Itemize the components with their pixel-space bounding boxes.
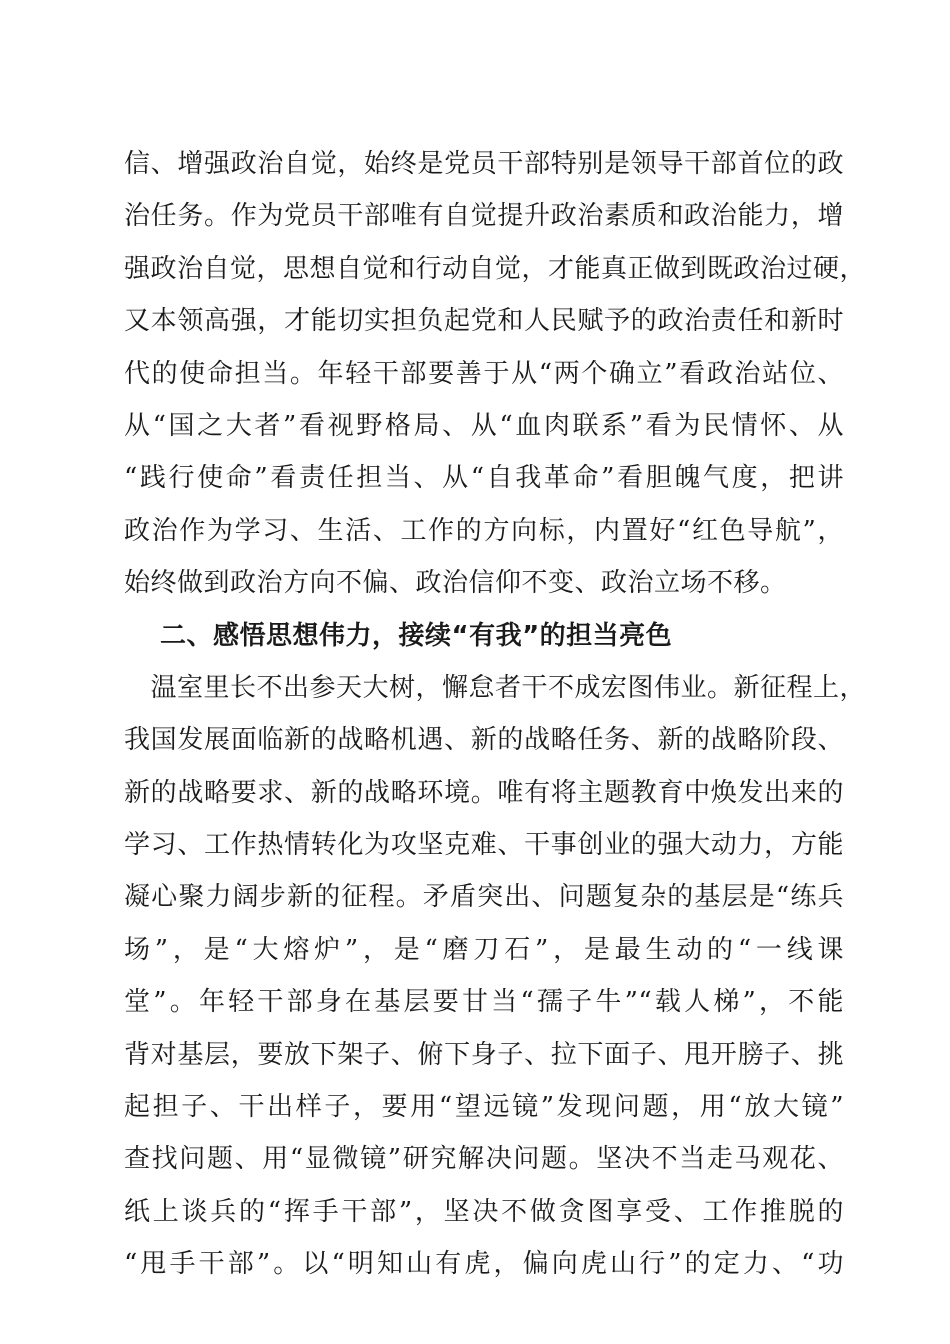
paragraph-line: 纸上谈兵的“挥手干部”，坚决不做贪图享受、工作推脱的 — [124, 1196, 844, 1227]
section-heading: 二、感悟思想伟力，接续“有我”的担当亮色 — [160, 620, 673, 651]
paragraph-line: 场”，是“大熔炉”，是“磨刀石”，是最生动的“一线课 — [124, 934, 844, 965]
paragraph-line: 信、增强政治自觉，始终是党员干部特别是领导干部首位的政 — [124, 149, 844, 179]
paragraph-line: 学习、工作热情转化为攻坚克难、干事创业的强大动力，方能 — [124, 830, 844, 861]
paragraph-line: 温室里长不出参天大树，懈怠者干不成宏图伟业。新征程上， — [124, 672, 867, 703]
paragraph-line: 我国发展面临新的战略机遇、新的战略任务、新的战略阶段、 — [124, 725, 844, 756]
paragraph-line: 始终做到政治方向不偏、政治信仰不变、政治立场不移。 — [124, 568, 787, 599]
paragraph-line: 背对基层，要放下架子、俯下身子、拉下面子、甩开膀子、挑 — [124, 1039, 844, 1070]
paragraph-line: “甩手干部”。以“明知山有虎，偏向虎山行”的定力、“功 — [124, 1249, 844, 1280]
paragraph-line: “践行使命”看责任担当、从“自我革命”看胆魄气度，把讲 — [124, 463, 844, 494]
paragraph-line: 强政治自觉，思想自觉和行动自觉，才能真正做到既政治过硬， — [124, 253, 867, 284]
paragraph-line: 治任务。作为党员干部唯有自觉提升政治素质和政治能力，增 — [124, 201, 844, 232]
paragraph-line: 又本领高强，才能切实担负起党和人民赋予的政治责任和新时 — [124, 306, 844, 337]
paragraph-line: 凝心聚力阔步新的征程。矛盾突出、问题复杂的基层是“练兵 — [124, 882, 844, 913]
document-body — [124, 138, 867, 1291]
paragraph-line: 代的使命担当。年轻干部要善于从“两个确立”看政治站位、 — [124, 358, 844, 389]
paragraph-line: 堂”。年轻干部身在基层要甘当“孺子牛”“载人梯”，不能 — [124, 987, 844, 1018]
paragraph-line: 从“国之大者”看视野格局、从“血肉联系”看为民情怀、从 — [124, 410, 844, 441]
paragraph-line: 新的战略要求、新的战略环境。唯有将主题教育中焕发出来的 — [124, 777, 844, 808]
paragraph-line: 查找问题、用“显微镜”研究解决问题。坚决不当走马观花、 — [124, 1144, 844, 1175]
paragraph-line: 起担子、干出样子，要用“望远镜”发现问题，用“放大镜” — [124, 1092, 844, 1123]
paragraph-line: 政治作为学习、生活、工作的方向标，内置好“红色导航”， — [124, 515, 844, 546]
